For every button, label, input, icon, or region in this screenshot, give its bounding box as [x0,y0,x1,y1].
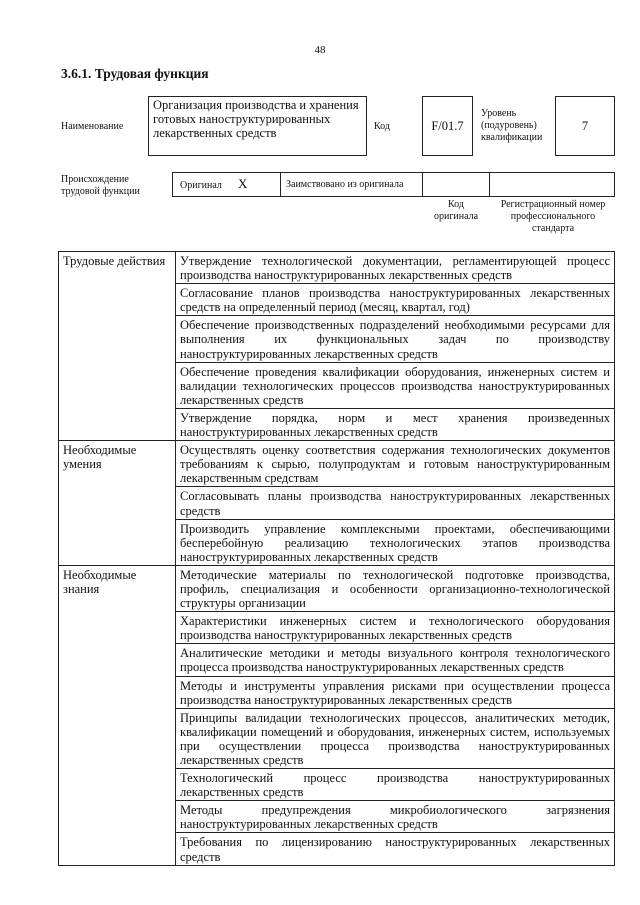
table-cell: Характеристики инженерных систем и технологического оборудования производства наноструктурированных лекарственных средств [176,612,615,644]
table-cell: Обеспечение проведения квалификации оборудования, инженерных систем и валидации технологических процессов производства наноструктурированных лекарственных средств [176,362,615,408]
borrowed-label: Заимствовано из оригинала [286,179,404,190]
function-details-table [58,251,615,866]
table-cell: Технологический процесс производства наноструктурированных лекарственных средств [176,769,615,801]
table-cell: Согласование планов производства наноструктурированных лекарственных средств на определенный период (месяц, квартал, год) [176,284,615,316]
table-cell: Утверждение порядка, норм и мест хранения произведенных наноструктурированных лекарственных средств [176,408,615,440]
page-number: 48 [314,44,326,56]
table-cell: Методические материалы по технологической подготовке производства, профиль, специализация и особенности организационно-технологической структуры организации [176,565,615,611]
origin-label: Происхождение трудовой функции [61,174,140,197]
table-row [59,441,615,487]
name-value-box [148,96,367,156]
original-label: Оригинал [180,180,222,191]
name-label: Наименование [61,121,124,132]
table-cell: Методы и инструменты управления рисками при осуществлении процесса производства наноструктурированных лекарственных средств [176,676,615,708]
table-cell: Согласовывать планы производства наноструктурированных лекарственных средств [176,487,615,519]
origin-divider-1 [280,172,281,197]
table-cell: Методы предупреждения микробиологического загрязнения наноструктурированных лекарственных средств [176,801,615,833]
code-label: Код [374,121,390,132]
level-label: Уровень (подуровень) квалификации [481,108,543,143]
category-cell: Трудовые действия [59,252,176,441]
code-value-box [422,96,473,156]
category-cell: Необходимые знания [59,565,176,865]
code-value: F/01.7 [431,118,464,133]
level-value: 7 [581,118,589,133]
table-cell: Осуществлять оценку соответствия содержания технологических документов требованиям к сырью, полупродуктам и готовым наноструктурированным лекарственным средствам [176,441,615,487]
section-title: 3.6.1. Трудовая функция [61,66,209,81]
table-cell: Утверждение технологической документации, регламентирующей процесс производства наноструктурированных лекарственных средств [176,252,615,284]
table-cell: Обеспечение производственных подразделений необходимыми ресурсами для выполнения их функциональных задач по производству наноструктурированных лекарственных средств [176,316,615,362]
category-cell: Необходимые умения [59,441,176,566]
name-value: Организация производства и хранения готовых наноструктурированных лекарственных средств [153,98,359,141]
table-cell: Требования по лицензированию наноструктурированных лекарственных средств [176,833,615,865]
table-cell: Аналитические методики и методы визуального контроля технологического процесса производства наноструктурированных лекарственных средств [176,644,615,676]
original-mark: X [238,176,248,191]
table-cell: Производить управление комплексными проектами, обеспечивающими бесперебойную реализацию технологических этапов производства наноструктурированных лекарственных средств [176,519,615,565]
table-row [59,252,615,284]
origin-divider-2 [422,172,423,197]
origin-divider-3 [489,172,490,197]
reg-number-label: Регистрационный номер профессионального стандарта [500,199,606,234]
code-original-label: Код оригинала [433,199,479,222]
level-value-box [555,96,615,156]
table-cell: Принципы валидации технологических процессов, аналитических методик, квалификации помещений и оборудования, инженерных систем, используемых при осуществлении процесса производства наноструктурированных лекарственных средств [176,708,615,768]
table-row [59,565,615,611]
